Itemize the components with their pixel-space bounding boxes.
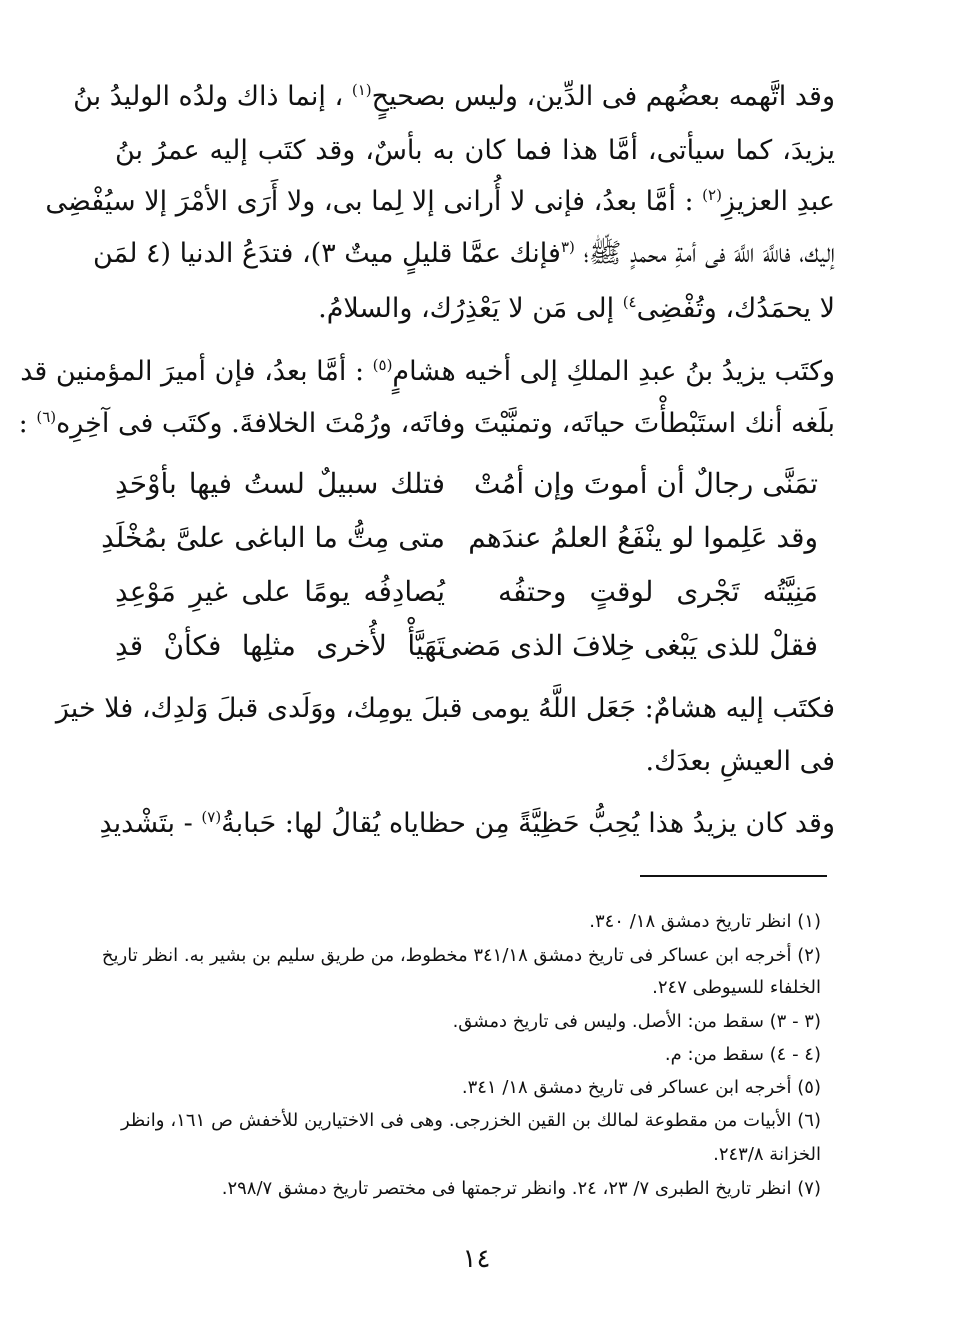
footnote-ref: (٦) [36, 408, 57, 426]
body-line: فى العيشِ بعدَك. [645, 746, 835, 777]
footnote-separator [640, 875, 827, 877]
poem-hemistich-second: متى مِتُّ ما الباغى علىَّ بمُخْلَدِ [101, 521, 445, 554]
footnote-ref: (٣ [560, 238, 575, 256]
body-line: وقد كان يزيدُ هذا يُحِبُّ حَظِيَّةً مِن حظاياه يُقالُ لها: حَبابةُ$^{(٧)}$ - بتَشْديدِ [99, 808, 835, 839]
footnote-continuation: الخزانة ٢٤٣/٨. [713, 1144, 821, 1165]
footnote: (٣ - ٣) سقط من: الأصل. وليس فى تاريخ دمشق. [452, 1011, 821, 1032]
body-line: إليك، فاللَّهَ اللَّهَ فى أمةِ محمدٍ ﷺ؛ $^{(٣}$فإنك عمَّا قليلٍ ميتٌ ٣)، فتدَعُ الدنيا (٤ لمَن [93, 238, 835, 269]
footnote: (٦) الأبيات من مقطوعة لمالك بن القين الخزرجى. وهى فى الاختيارين للأخفش ص ١٦١، وانظر [121, 1110, 821, 1131]
poem-hemistich-first: فقلْ للذى يَبْغى خِلافَ الذى مَضى [438, 629, 818, 662]
poem-hemistich-second: تَهَيَّأْ لأُخرى مثلِها فكأنْ قدِ [115, 629, 445, 662]
body-line: بلَغه أنك استَبْطأْتَ حياتَه، وتمنَّيْتَ وفاتَه، ورُمْتَ الخلافةَ. وكتَب فى آخِرِه$^{(٦)}$ : [18, 408, 835, 439]
footnote: (٧) انظر تاريخ الطبرى ٧/ ٢٣، ٢٤. وانظر ترجمتها فى مختصر تاريخ دمشق ٢٩٨/٧. [221, 1178, 821, 1199]
poem-hemistich-second: فتلك سبيلٌ لستُ فيها بأوْحَدِ [115, 467, 445, 500]
footnote: (١) انظر تاريخ دمشق ١٨/ ٣٤٠. [589, 911, 821, 932]
body-line: وقد اتَّهمه بعضُهم فى الدِّين، وليس بصحيحٍ$^{(١)}$ ، إنما ذاك ولدُه الوليدُ بنُ [73, 81, 835, 112]
footnote: (٥) أخرجه ابن عساكر فى تاريخ دمشق ١٨/ ٣٤١. [461, 1077, 821, 1098]
body-line: لا يحمَدُك، وتُفْضِى$^{٤)}$ إلى مَن لا يَعْذِرُك، والسلامُ. [318, 293, 835, 324]
footnote-ref: (١) [351, 81, 372, 99]
body-line: وكتَب يزيدُ بنُ عبدِ الملكِ إلى أخيه هشامٍ$^{(٥)}$ : أمَّا بعدُ، فإن أميرَ المؤمنين قد [20, 356, 835, 387]
footnote: (٢) أخرجه ابن عساكر فى تاريخ دمشق ٣٤١/١٨ مخطوط، من طريق سليم بن بشير به. انظر تاريخ [101, 945, 821, 966]
body-line: عبدِ العزيزِ$^{(٢)}$ : أمَّا بعدُ، فإنى لا أُرانى إلا لِما بى، ولا أَرَى الأمْرَ إلا سيُفْضِى [45, 186, 835, 217]
body-line: يزيدَ، كما سيأتى، أمَّا هذا فما كان به بأسٌ، وقد كتَب إليه عمرُ بنُ [115, 135, 835, 166]
footnote-ref: (٧) [201, 808, 222, 826]
footnote-ref: (٥) [372, 356, 393, 374]
footnote-ref: (٢) [702, 186, 722, 204]
page-number: ١٤ [462, 1244, 491, 1274]
poem-hemistich-first: وقد عَلِموا لو ينْفَعُ العلمُ عندَهم [468, 521, 818, 554]
footnote-ref: ٤) [622, 293, 637, 311]
poem-hemistich-first: مَنِيَّتُه تَجْرى لوقتٍ وحتفُه [498, 575, 818, 608]
body-line: فكتَب إليه هشامٌ: جَعَل اللَّهُ يومى قبلَ يومِك، ووَلَدى قبلَ وَلدِك، فلا خيرَ [55, 693, 835, 724]
footnote: (٤ - ٤) سقط من: م. [664, 1044, 821, 1065]
poem-hemistich-second: يُصادِفُه يومًا على غيرِ مَوْعِدِ [115, 575, 445, 608]
poem-hemistich-first: تمَنَّى رجالٌ أن أموتَ وإن أمُتْ [473, 467, 818, 500]
footnote-continuation: الخلفاء للسيوطى ٢٤٧. [652, 977, 821, 998]
